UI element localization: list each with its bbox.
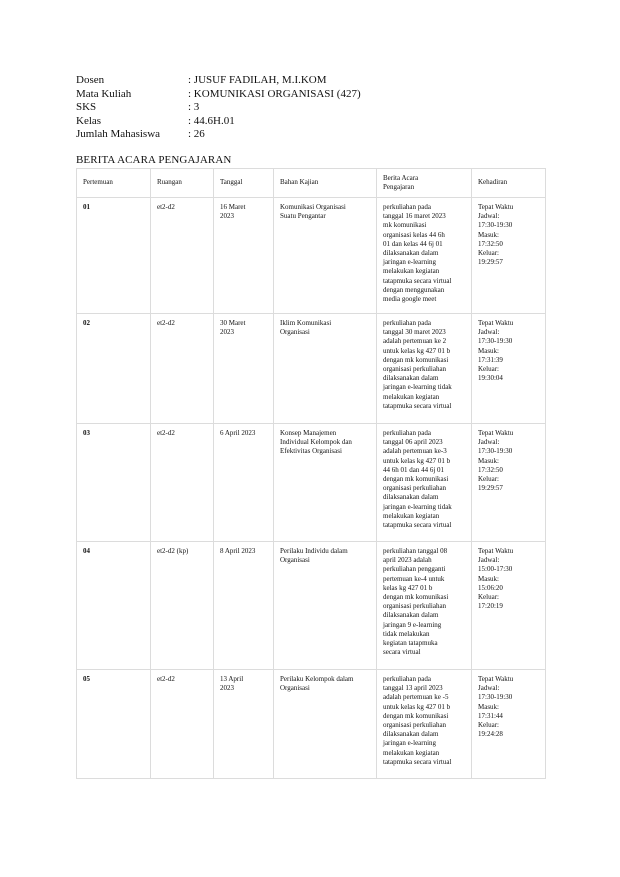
cell-berita-acara: perkuliahan pada tanggal 13 april 2023 adalah pertemuan ke -5 untuk kelas kg 427 01 b dengan mk komunikasi organisasi perkuliahan dilaksanakan dalam jaringan e-learning melakukan kegiatan tatapmuka secara virtual	[377, 670, 472, 779]
info-value: : 44.6H.01	[188, 114, 235, 127]
cell-tanggal: 30 Maret 2023	[214, 314, 274, 424]
cell-tanggal: 6 April 2023	[214, 424, 274, 542]
info-label: SKS	[76, 101, 97, 113]
cell-pertemuan: 05	[77, 670, 151, 779]
header-tanggal: Tanggal	[214, 169, 274, 198]
header-berita-acara: Berita Acara Pengajaran	[377, 169, 472, 198]
header-pertemuan: Pertemuan	[77, 169, 151, 198]
info-value: : KOMUNIKASI ORGANISASI (427)	[188, 87, 361, 100]
info-row-sks	[76, 101, 361, 115]
cell-ruangan: et2-d2	[151, 424, 214, 542]
table-row	[77, 670, 546, 779]
cell-pertemuan: 01	[77, 198, 151, 314]
cell-kehadiran: Tepat Waktu Jadwal: 17:30-19:30 Masuk: 17:32:50 Keluar: 19:29:57	[472, 424, 546, 542]
cell-pertemuan: 03	[77, 424, 151, 542]
table-row	[77, 424, 546, 542]
cell-kehadiran: Tepat Waktu Jadwal: 17:30-19:30 Masuk: 17:31:39 Keluar: 19:30:04	[472, 314, 546, 424]
cell-pertemuan: 04	[77, 542, 151, 670]
cell-kehadiran: Tepat Waktu Jadwal: 15:00-17:30 Masuk: 15:06:20 Keluar: 17:20:19	[472, 542, 546, 670]
info-value: : JUSUF FADILAH, M.I.KOM	[188, 74, 327, 86]
cell-pertemuan: 02	[77, 314, 151, 424]
table-row	[77, 542, 546, 670]
cell-kehadiran: Tepat Waktu Jadwal: 17:30-19:30 Masuk: 17:32:50 Keluar: 19:29:57	[472, 198, 546, 314]
info-row-kelas	[76, 115, 361, 129]
info-row-mata-kuliah	[76, 88, 361, 102]
header-bahan-kajian: Bahan Kajian	[274, 169, 377, 198]
cell-tanggal: 13 April 2023	[214, 670, 274, 779]
cell-tanggal: 8 April 2023	[214, 542, 274, 670]
table-row	[77, 314, 546, 424]
info-label: Jumlah Mahasiswa	[76, 128, 161, 140]
cell-berita-acara: perkuliahan tanggal 08 april 2023 adalah perkuliahan pengganti pertemuan ke-4 untuk kelas kg 427 01 b dengan mk komunikasi organisasi perkuliahan dilaksanakan dalam jaringan 9 e-learning tidak melakukan kegiatan tatapmuka secara virtual	[377, 542, 472, 670]
course-info	[76, 74, 361, 142]
info-value: : 26	[188, 128, 205, 140]
table-header-row	[77, 169, 546, 198]
cell-bahan-kajian: Perilaku Individu dalam Organisasi	[274, 542, 377, 670]
cell-berita-acara: perkuliahan pada tanggal 16 maret 2023 mk komunikasi organisasi kelas 44 6h 01 dan kelas 44 6j 01 dilaksanakan dalam jaringan e-learning melakukan kegiatan tatapmuka secara virtual dengan menggunakan media google meet	[377, 198, 472, 314]
info-row-dosen	[76, 74, 361, 88]
cell-bahan-kajian: Konsep Manajemen Individual Kelompok dan Efektivitas Organisasi	[274, 424, 377, 542]
info-label: Mata Kuliah	[76, 87, 132, 100]
cell-tanggal: 16 Maret 2023	[214, 198, 274, 314]
info-label: Dosen	[76, 74, 105, 86]
section-title: BERITA ACARA PENGAJARAN	[76, 154, 232, 166]
cell-berita-acara: perkuliahan pada tanggal 06 april 2023 adalah pertemuan ke-3 untuk kelas kg 427 01 b 44 6h 01 dan 44 6j 01 dengan mk komunikasi organisasi perkuliahan dilaksanakan dalam jaringan e-learning tidak melakukan kegiatan tatapmuka secara virtual	[377, 424, 472, 542]
cell-ruangan: et2-d2	[151, 198, 214, 314]
cell-bahan-kajian: Komunikasi Organisasi Suatu Pengantar	[274, 198, 377, 314]
info-label: Kelas	[76, 114, 102, 127]
cell-ruangan: et2-d2	[151, 670, 214, 779]
table-row	[77, 198, 546, 314]
cell-bahan-kajian: Iklim Komunikasi Organisasi	[274, 314, 377, 424]
header-kehadiran: Kehadiran	[472, 169, 546, 198]
info-row-jumlah-mahasiswa	[76, 128, 361, 142]
cell-ruangan: et2-d2	[151, 314, 214, 424]
header-ruangan: Ruangan	[151, 169, 214, 198]
cell-kehadiran: Tepat Waktu Jadwal: 17:30-19:30 Masuk: 17:31:44 Keluar: 19:24:28	[472, 670, 546, 779]
cell-bahan-kajian: Perilaku Kelompok dalam Organisasi	[274, 670, 377, 779]
cell-berita-acara: perkuliahan pada tanggal 30 maret 2023 adalah pertemuan ke 2 untuk kelas kg 427 01 b dengan mk komunikasi organisasi perkuliahan dilaksanakan dalam jaringan e-learning tidak melakukan kegiatan tatapmuka secara virtual	[377, 314, 472, 424]
teaching-record-table	[76, 168, 546, 779]
cell-ruangan: et2-d2 (kp)	[151, 542, 214, 670]
info-value: : 3	[188, 101, 200, 113]
